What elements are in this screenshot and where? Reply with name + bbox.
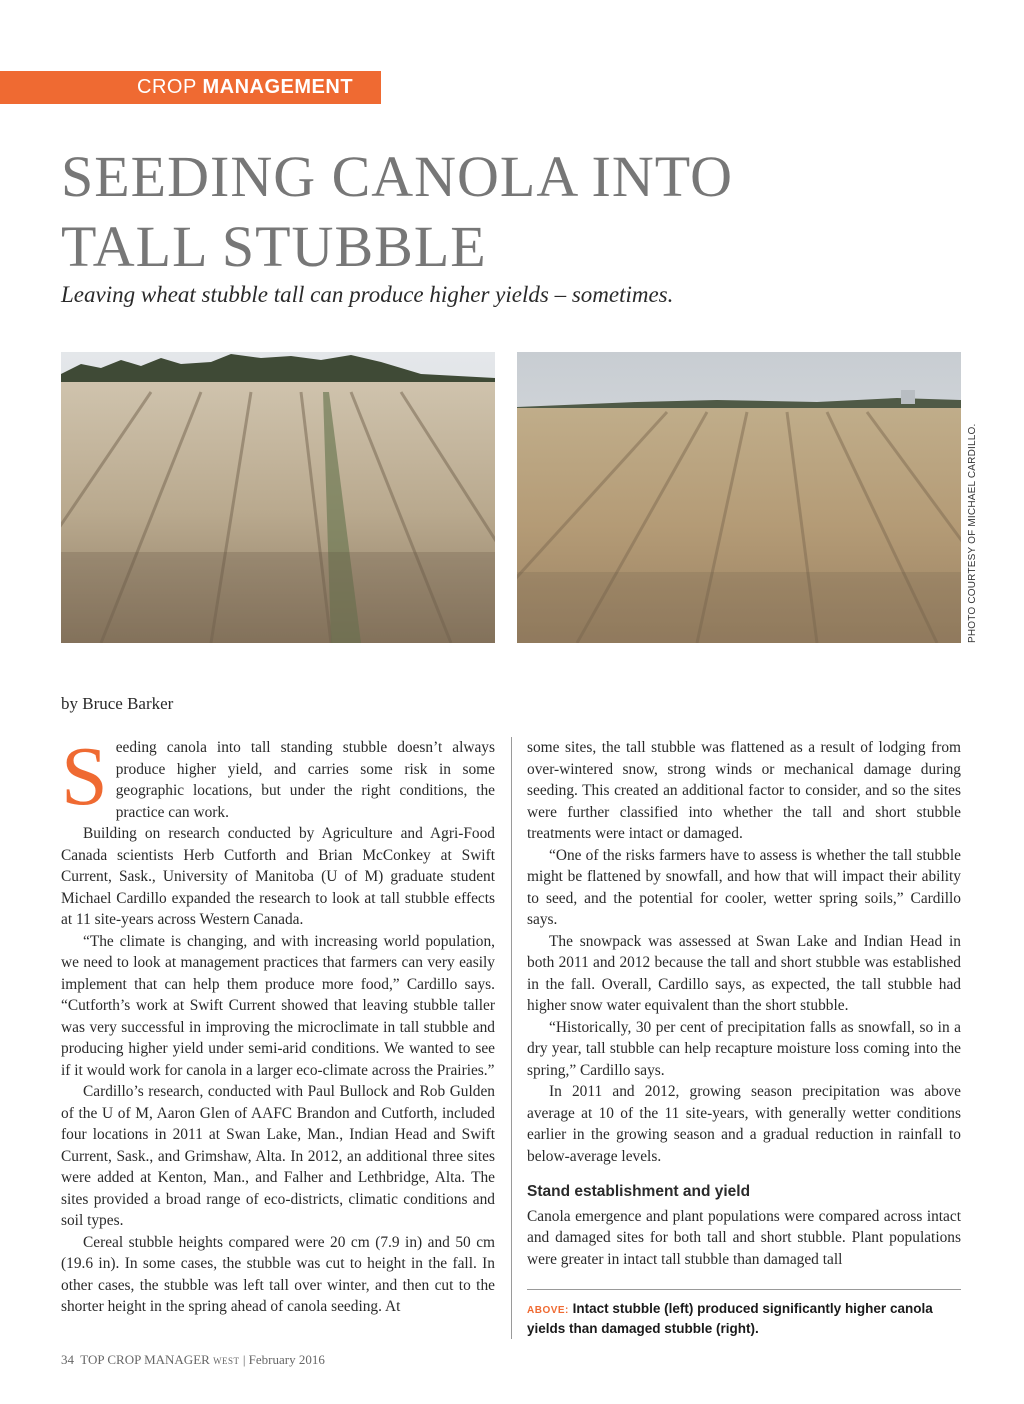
byline: by Bruce Barker [61,694,174,713]
paragraph: Cereal stubble heights compared were 20 cm (7.9 in) and 50 cm (19.6 in). In some cases, the stubble was cut to height in the fall. In other cases, the stubble was left tall over winter, and then cut to the shorter height in the spring ahead of canola seeding. At [61,1233,495,1315]
column-left [61,730,495,1318]
paragraph: “The climate is changing, and with increasing world population, we need to look at management practices that farmers can very easily implement that can help them produce more food,” Cardillo says. “Cutforth’s work at Swift Current showed that leaving stubble taller was very successful in improving the microclimate in tall stubble and producing higher yield under semi-arid conditions. We wanted to see if it would work for canola in a larger eco-climate across the Prairies.” [61,932,495,1079]
paragraph: Seeding canola into tall standing stubble doesn’t always produce higher yield, and carries some risk in some geographic locations, but under the right conditions, the practice can work. [61,730,495,823]
issue-date: February 2016 [248,1352,325,1367]
paragraph: “Historically, 30 per cent of precipitation falls as snowfall, so in a dry year, tall stubble can help recapture moisture loss coming into the spring,” Cardillo says. [527,1018,961,1079]
caption-label: ABOVE: [527,1305,569,1316]
page-number: 34 [61,1352,74,1367]
paragraph: The snowpack was assessed at Swan Lake and Indian Head in both 2011 and 2012 because the tall and short stubble was established in the fall. Overall, Cardillo says, as expected, the tall stubble had higher snow water equivalent than the short stubble. [527,932,961,1014]
section-banner [0,71,381,104]
paragraph: “One of the risks farmers have to assess is whether the tall stubble might be flattened by snowfall, and how that will impact their ability to seed, and the potential for cooler, wetter spring soils,” Cardillo says. [527,846,961,928]
title-line-1: SEEDING CANOLA INTO [61,144,734,209]
photo-intact-stubble [61,352,495,643]
magazine-edition: WEST [213,1356,240,1366]
column-divider [511,737,512,1339]
paragraph: Canola emergence and plant populations were compared across intact and damaged sites for both tall and short stubble. Plant populations were greater in intact tall stubble than damaged tall [527,1207,961,1268]
footer-separator: | [242,1352,246,1367]
drop-cap: S [61,730,108,823]
section-subhead: Stand establishment and yield [527,1183,751,1200]
photo-credit: PHOTO COURTESY OF MICHAEL CARDILLO. [967,423,978,643]
banner-light: CROP [137,76,197,98]
title-line-2: TALL STUBBLE [61,214,487,279]
caption-text: Intact stubble (left) produced significantly higher canola yields than damaged stubble (right). [527,1301,933,1336]
photo-damaged-stubble [517,352,961,643]
page-footer [61,1352,325,1368]
photo-caption [527,1300,961,1338]
column-right [527,737,961,1270]
paragraph: some sites, the tall stubble was flattened as a result of lodging from over-wintered snow, strong winds or mechanical damage during seeding. This created an additional factor to consider, and so the sites were further classified into whether the tall and short stubble treatments were intact or damaged. [527,739,961,842]
paragraph: Cardillo’s research, conducted with Paul Bullock and Rob Gulden of the U of M, Aaron Glen of AAFC Brandon and Cutforth, included four locations in 2011 at Swan Lake, Man., Indian Head and Swift Current, Sask., and Grimshaw, Alta. In 2012, an additional three sites were added at Kenton, Man., and Falher and Lethbridge, Alta. The sites provided a broad range of eco-districts, climatic conditions and soil types. [61,1083,495,1229]
caption-rule [527,1289,961,1290]
paragraph: Building on research conducted by Agriculture and Agri-Food Canada scientists Herb Cutforth and Brian McConkey at Swift Current, Sask., University of Manitoba (U of M) graduate student Michael Cardillo expanded the research to look at tall stubble effects at 11 site-years across Western Canada. [61,825,495,928]
article-title [61,142,733,282]
paragraph: In 2011 and 2012, growing season precipitation was above average at 10 of the 11 site-years, with generally wetter conditions earlier in the growing season and a gradual reduction in rainfall to below-average levels. [527,1083,961,1165]
magazine-name: TOP CROP MANAGER [80,1352,210,1367]
banner-bold: MANAGEMENT [202,76,354,98]
article-subtitle: Leaving wheat stubble tall can produce higher yields – sometimes. [61,282,674,307]
